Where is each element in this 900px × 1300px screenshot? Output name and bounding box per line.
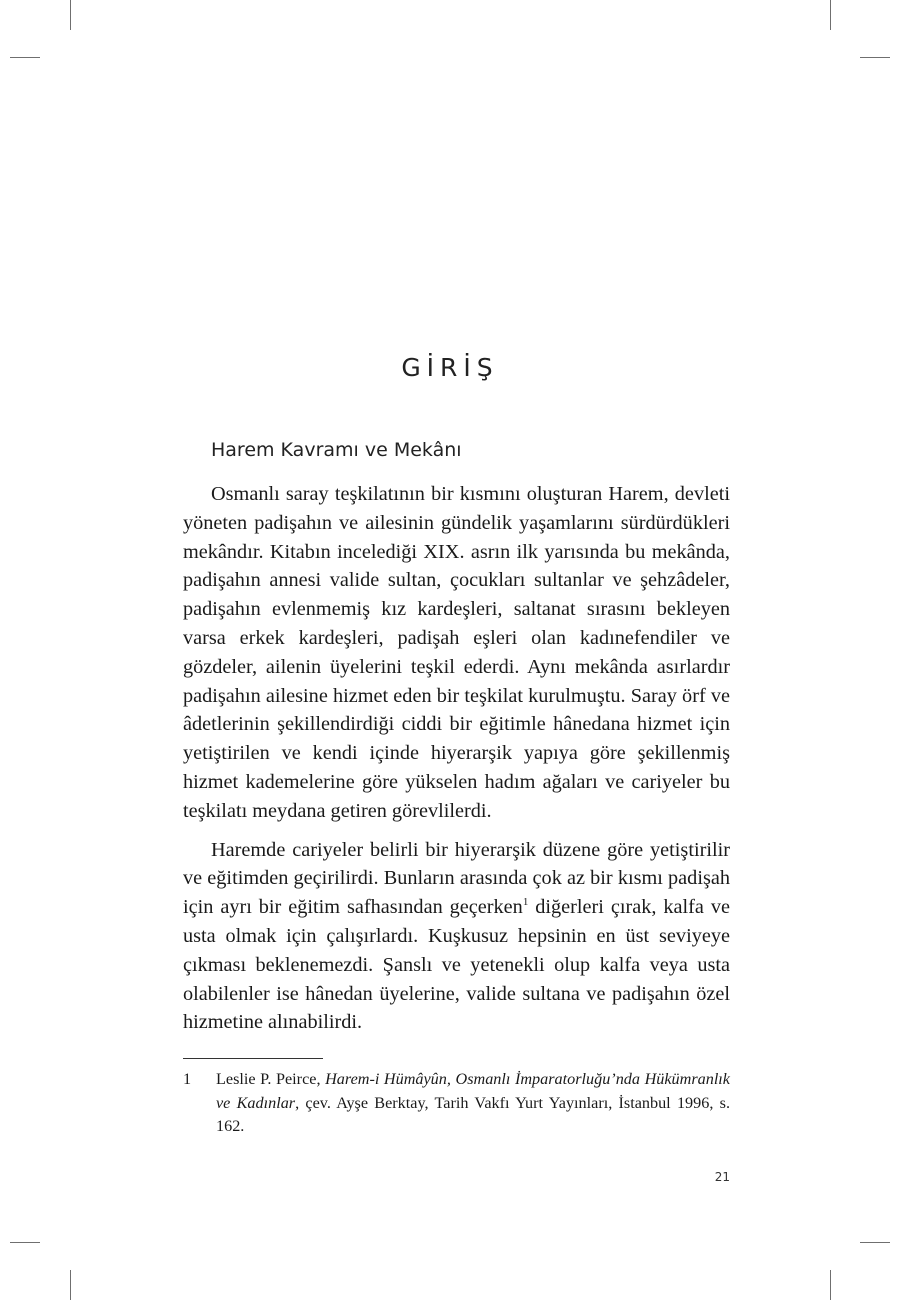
crop-mark [70,0,71,30]
section-heading: Harem Kavramı ve Mekânı [211,439,462,461]
footnote-text [216,1068,730,1139]
paragraph [183,836,730,1038]
crop-mark [860,1242,890,1243]
body-text [183,480,730,1037]
chapter-title: GİRİŞ [401,352,499,382]
crop-mark [830,1270,831,1300]
footnote-title: Harem-i Hümâyûn, Osmanlı İmparatorluğu’nda Hükümranlık ve Kadınlar [216,1070,730,1112]
crop-mark [10,57,40,58]
paragraph-text: diğerleri çırak, kalfa ve usta olmak için çalışırlardı. Kuşkusuz hepsinin en üst seviyeye çıkması beklenemezdi. Şanslı ve yetenekli olup kalfa veya usta olabilenler ise hânedan üyelerine, valide sultana ve padişahın özel hizmetine alınabilirdi. [183,896,730,1034]
footnote [183,1068,730,1139]
footnote-reference[interactable]: 1 [522,896,529,909]
paragraph: Osmanlı saray teşkilatının bir kısmını oluşturan Harem, devleti yöneten padişahın ve ailesinin gündelik yaşamlarını sürdürdükleri mekândır. Kitabın incelediği XIX. asrın ilk yarısında bu mekânda, padişahın annesi valide sultan, çocukları sultanlar ve şehzâdeler, padişahın evlenmemiş kız kardeşleri, saltanat sırasını bekleyen varsa erkek kardeşleri, padişah eşleri olan kadınefendiler ve gözdeler, ailenin üyelerini teşkil ederdi. Aynı mekânda asırlardır padişahın ailesine hizmet eden bir teşkilat kurulmuştu. Saray örf ve âdetlerinin şekillendirdiği ciddi bir eğitimle hânedana hizmet için yetiştirilen ve kendi içinde hiyerarşik yapıya göre şekillenmiş hizmet kademelerine göre yükselen hadım ağaları ve cariyeler bu teşkilatı meydana getiren görevlilerdi. [183,483,730,822]
crop-mark [830,0,831,30]
paragraph-text: Haremde cariyeler belirli bir hiyerarşik düzene göre yetiştirilir ve eğitimden geçirilirdi. Bunların arasında çok az bir kısmı padişah için ayrı bir eğitim safhasından geçerken [183,838,730,919]
page-number: 21 [714,1170,730,1184]
footnote-separator [183,1058,323,1059]
crop-mark [860,57,890,58]
footnote-number: 1 [183,1070,192,1088]
footnote-details: , çev. Ayşe Berktay, Tarih Vakfı Yurt Yayınları, İstanbul 1996, s. 162. [216,1093,730,1135]
footnote-author: Leslie P. Peirce, [216,1070,326,1088]
crop-mark [70,1270,71,1300]
crop-mark [10,1242,40,1243]
